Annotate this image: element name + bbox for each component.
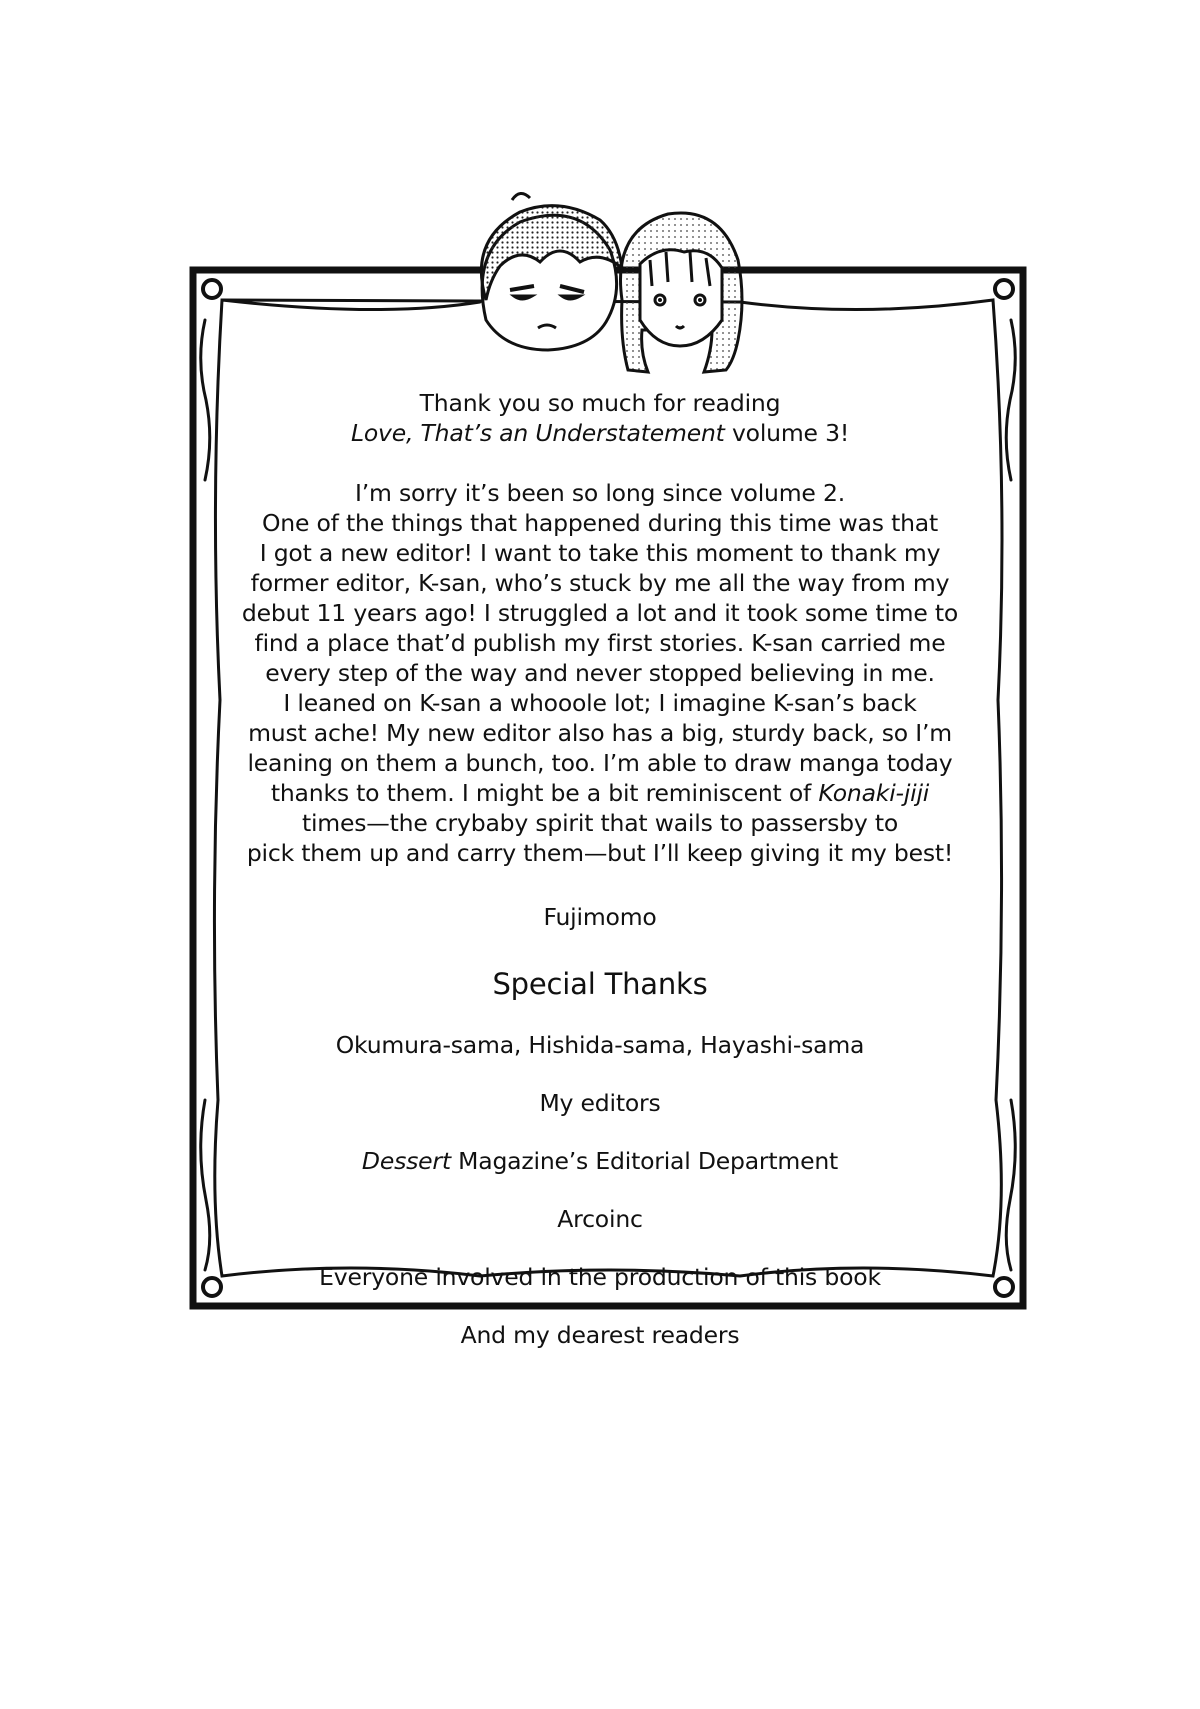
book-title: Love, That’s an Understatement xyxy=(350,419,725,447)
opening-line-1: Thank you so much for reading xyxy=(419,389,781,417)
magazine-department: Magazine’s Editorial Department xyxy=(450,1147,839,1175)
chibi-girl-illustration xyxy=(620,213,742,372)
body-line: thanks to them. I might be a bit reminiscent of xyxy=(270,779,819,807)
konaki-jiji-term: Konaki-jiji xyxy=(818,779,930,807)
frame-left-flourish xyxy=(201,320,210,480)
frame-corner-ring-br xyxy=(995,1278,1013,1296)
frame-corner-ring-tr xyxy=(995,280,1013,298)
body-line: must ache! My new editor also has a big, sturdy back, so I’m xyxy=(248,719,952,747)
body-line: I’m sorry it’s been so long since volume 2. xyxy=(355,479,845,507)
credit-arcoinc: Arcoinc xyxy=(557,1205,643,1233)
body-line: every step of the way and never stopped believing in me. xyxy=(265,659,935,687)
body-line: I got a new editor! I want to take this moment to thank my xyxy=(259,539,941,567)
credit-production: Everyone involved in the production of this book xyxy=(319,1263,881,1291)
body-line: debut 11 years ago! I struggled a lot and it took some time to xyxy=(241,599,959,627)
author-signature: Fujimomo xyxy=(543,903,657,931)
opening-lines xyxy=(240,388,960,448)
body-line: One of the things that happened during this time was that xyxy=(261,509,938,537)
body-line: leaning on them a bunch, too. I’m able to draw manga today xyxy=(247,749,953,777)
afterword-text xyxy=(240,388,960,1350)
credit-readers: And my dearest readers xyxy=(460,1321,740,1349)
credit-magazine xyxy=(240,1146,960,1176)
frame-corner-ring-bl xyxy=(203,1278,221,1296)
frame-right-flourish-bottom xyxy=(1006,1100,1015,1270)
opening-line-2-tail: volume 3! xyxy=(724,419,850,447)
credit-assistants: Okumura-sama, Hishida-sama, Hayashi-sama xyxy=(335,1031,865,1059)
frame-left-flourish-bottom xyxy=(201,1100,210,1270)
special-thanks-heading: Special Thanks xyxy=(492,967,708,1001)
body-line: former editor, K-san, who’s stuck by me all the way from my xyxy=(250,569,950,597)
credit-editors: My editors xyxy=(539,1089,661,1117)
magazine-title: Dessert xyxy=(361,1147,451,1175)
body-line: pick them up and carry them—but I’ll keep giving it my best! xyxy=(246,839,954,867)
body-line: times—the crybaby spirit that wails to passersby to xyxy=(301,809,899,837)
body-line: find a place that’d publish my first stories. K-san carried me xyxy=(254,629,946,657)
body-line: I leaned on K-san a whooole lot; I imagine K-san’s back xyxy=(283,689,917,717)
main-message xyxy=(240,478,960,868)
frame-corner-ring-tl xyxy=(203,280,221,298)
chibi-boy-illustration xyxy=(481,193,622,350)
frame-right-flourish xyxy=(1006,320,1015,480)
